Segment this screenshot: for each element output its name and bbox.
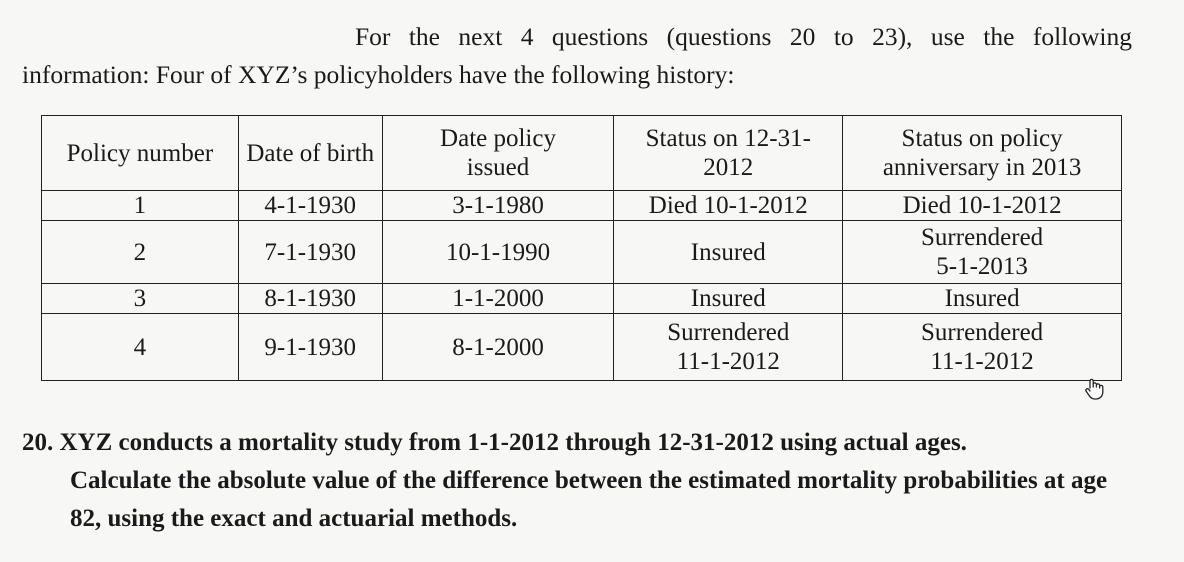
cell-date-of-birth: 4-1-1930 <box>238 191 382 221</box>
cell-status-2013: Insured <box>843 284 1122 314</box>
cell-policy-number: 2 <box>42 221 239 284</box>
cell-date-issued: 8-1-2000 <box>382 314 614 381</box>
cell-date-of-birth: 9-1-1930 <box>238 314 382 381</box>
header-status-2013: Status on policy anniversary in 2013 <box>843 116 1122 191</box>
table-row <box>42 314 1122 381</box>
cell-policy-number: 4 <box>42 314 239 381</box>
cell-policy-number: 3 <box>42 284 239 314</box>
table-row <box>42 191 1122 221</box>
cell-status-2012: Died 10-1-2012 <box>614 191 843 221</box>
cell-date-issued: 3-1-1980 <box>382 191 614 221</box>
table-row <box>42 284 1122 314</box>
question-20-prompt: Calculate the absolute value of the difference between the estimated mortality probabilities at age 82, using the exact and actuarial methods. <box>70 467 1108 532</box>
question-20-statement: 20. XYZ conducts a mortality study from 1-1-2012 through 12-31-2012 using actual ages. <box>22 429 967 456</box>
question-20 <box>22 424 1137 538</box>
hand-pointer-icon <box>1082 377 1108 401</box>
header-policy-number: Policy number <box>42 116 239 191</box>
header-date-of-birth: Date of birth <box>238 116 382 191</box>
header-date-issued: Date policy issued <box>382 116 614 191</box>
cell-date-of-birth: 8-1-1930 <box>238 284 382 314</box>
cell-status-2012: Surrendered 11-1-2012 <box>614 314 843 381</box>
cell-date-of-birth: 7-1-1930 <box>238 221 382 284</box>
table-row <box>42 221 1122 284</box>
cell-policy-number: 1 <box>42 191 239 221</box>
cell-status-2013: Died 10-1-2012 <box>843 191 1122 221</box>
cell-status-2013: Surrendered 5-1-2013 <box>843 221 1122 284</box>
cell-status-2012: Insured <box>614 284 843 314</box>
cell-date-issued: 1-1-2000 <box>382 284 614 314</box>
cell-date-issued: 10-1-1990 <box>382 221 614 284</box>
table-header-row <box>42 116 1122 191</box>
cell-status-2012: Insured <box>614 221 843 284</box>
policyholder-history-table <box>41 115 1122 381</box>
header-status-2012: Status on 12-31- 2012 <box>614 116 843 191</box>
intro-text: For the next 4 questions (questions 20 to 23), use the following information: Four of XYZ’s policyholders have the following history: <box>22 22 1132 89</box>
cell-status-2013: Surrendered 11-1-2012 <box>843 314 1122 381</box>
